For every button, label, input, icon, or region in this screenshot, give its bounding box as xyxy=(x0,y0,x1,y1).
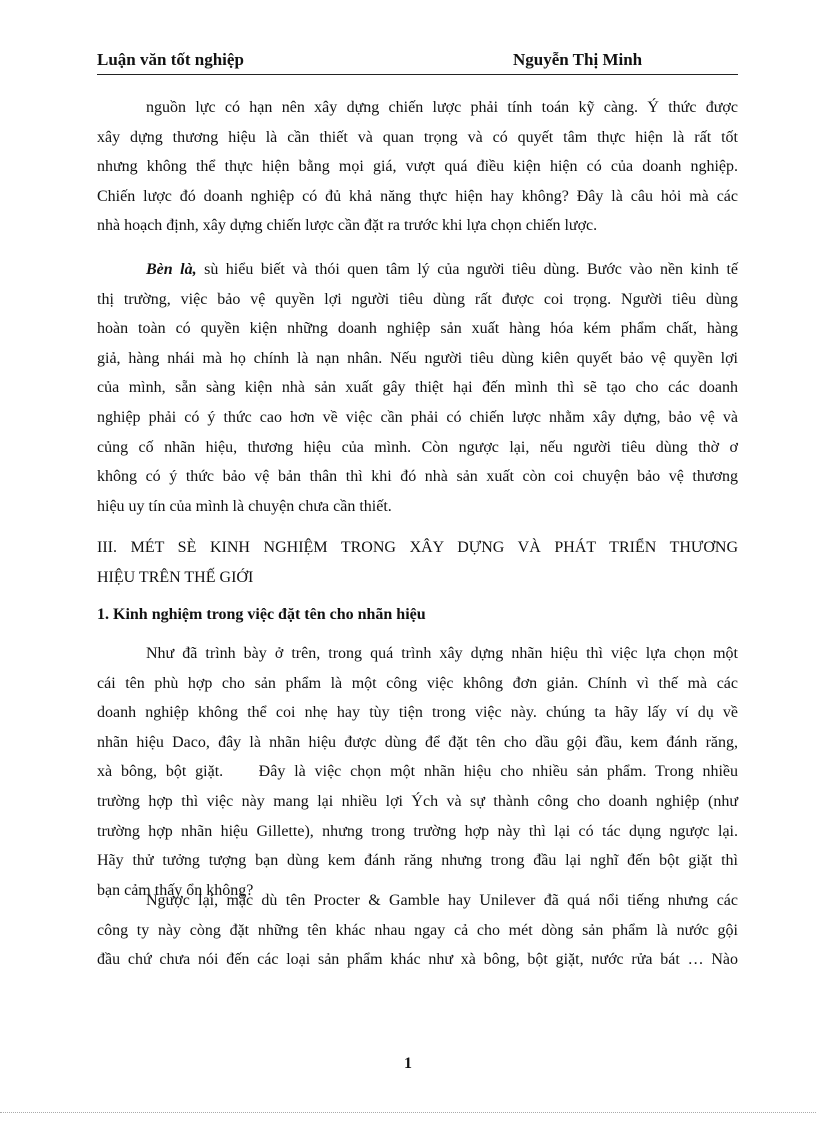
heading-line: HIỆU TRÊN THẾ GIỚI xyxy=(97,568,254,586)
lead-phrase: Bèn là, xyxy=(146,261,197,278)
text-line: nguồn lực có hạn nên xây dựng chiến lược phải tính toán kỹ càng. Ý thức được xyxy=(146,99,738,116)
text-line: xây dựng thương hiệu là cần thiết và quan trọng và có quyết tâm thực hiện là rất tốt xyxy=(97,128,738,146)
text-line xyxy=(97,255,738,285)
text-line: nghiệp phải có ý thức cao hơn về việc cần phải có chiến lược nhằm xây dựng, bảo vệ và xyxy=(97,408,738,426)
text-line: cái tên phù hợp cho sản phẩm là một công việc không đơn giản. Chính vì thế mà các xyxy=(97,674,738,692)
text-line: nhãn hiệu Daco, đây là nhãn hiệu được dùng để đặt tên cho dầu gội đầu, kem đánh răng, xyxy=(97,733,738,751)
text-line: bạn cảm thấy ổn không? xyxy=(97,881,254,899)
text-line: không có ý thức bảo vệ bản thân thì khi đó nhà sản xuất còn coi chuyện bảo vệ thương xyxy=(97,468,738,486)
section-heading xyxy=(97,533,738,592)
text-line: công ty này còng đặt những tên khác nhau ngay cả cho mét dòng sản phẩm là nước gội xyxy=(97,921,738,939)
text-line: củng cố nhãn hiệu, thương hiệu của mình. Còn ngược lại, nếu người tiêu dùng thờ ơ xyxy=(97,438,738,456)
text-line: đầu chứ chưa nói đến các loại sản phẩm khác như xà bông, bột giặt, nước rửa bát … Nào xyxy=(97,951,738,969)
text-line: Như đã trình bày ở trên, trong quá trình xây dựng nhãn hiệu thì việc lựa chọn một xyxy=(146,645,738,662)
page-header xyxy=(97,48,738,75)
text-line: của mình, sẵn sàng kiện nhà sản xuất gây thiệt hại đến mình thì sẽ tạo cho các doanh xyxy=(97,379,738,397)
subheading-text: 1. Kinh nghiệm trong việc đặt tên cho nhãn hiệu xyxy=(97,606,426,623)
text-line: giả, hàng nhái mà họ chính là nạn nhân. Nếu người tiêu dùng kiên quyết bảo vệ quyền lợi xyxy=(97,349,738,367)
text-line: hiệu uy tín của mình là chuyện chưa cần thiết. xyxy=(97,497,392,515)
text-line: nhà hoạch định, xây dựng chiến lược cần đặt ra trước khi lựa chọn chiến lược. xyxy=(97,217,598,235)
subheading xyxy=(97,600,738,630)
paragraph-3 xyxy=(97,639,738,905)
header-title: Luận văn tốt nghiệp xyxy=(97,50,244,69)
heading-line: III. MÉT SÈ KINH NGHIỆM TRONG XÂY DỰNG VÀ PHÁT TRIỂN THƯƠNG xyxy=(97,539,738,556)
text-line: doanh nghiệp không thể coi nhẹ hay tùy tiện trong việc này. chúng ta hãy lấy ví dụ về xyxy=(97,704,738,722)
header-author: Nguyễn Thị Minh xyxy=(513,50,643,69)
paragraph-4 xyxy=(97,886,738,975)
text-line: trường hợp thì việc này mang lại nhiều lợi Ých và sự thành công cho doanh nghiệp (như xyxy=(97,792,738,810)
text-line: xà bông, bột giặt. Đây là việc chọn một nhãn hiệu cho nhiều sản phẩm. Trong nhiều xyxy=(97,763,738,781)
paragraph-1 xyxy=(97,93,738,241)
text-line: hoàn toàn có quyền kiện những doanh nghiệp sản xuất hàng hóa kém phẩm chất, hàng xyxy=(97,320,738,338)
text-line: Ngược lại, mặc dù tên Procter & Gamble hay Unilever đã quá nổi tiếng nhưng các xyxy=(146,892,738,909)
text-line: Hãy thử tưởng tượng bạn dùng kem đánh răng nhưng trong đầu lại nghĩ đến bột giặt thì xyxy=(97,852,738,870)
text-line: thị trường, việc bảo vệ quyền lợi người tiêu dùng rất được coi trọng. Người tiêu dùng xyxy=(97,290,738,308)
text-line: nhưng không thể thực hiện bằng mọi giá, vượt quá điều kiện hiện có của doanh nghiệp. xyxy=(97,158,738,176)
paragraph-2 xyxy=(97,255,738,521)
text-line: Chiến lược đó doanh nghiệp có đủ khả năng thực hiện hay không? Đây là câu hỏi mà các xyxy=(97,187,738,205)
page-number: 1 xyxy=(404,1055,412,1072)
text-line: trường hợp nhãn hiệu Gillette), nhưng trong trường hợp này thì lại có tác dụng ngược lại. xyxy=(97,822,738,840)
text-line-rest: sù hiểu biết và thói quen tâm lý của người tiêu dùng. Bước vào nền kinh tế xyxy=(196,261,739,278)
page-break-divider xyxy=(0,1112,816,1113)
